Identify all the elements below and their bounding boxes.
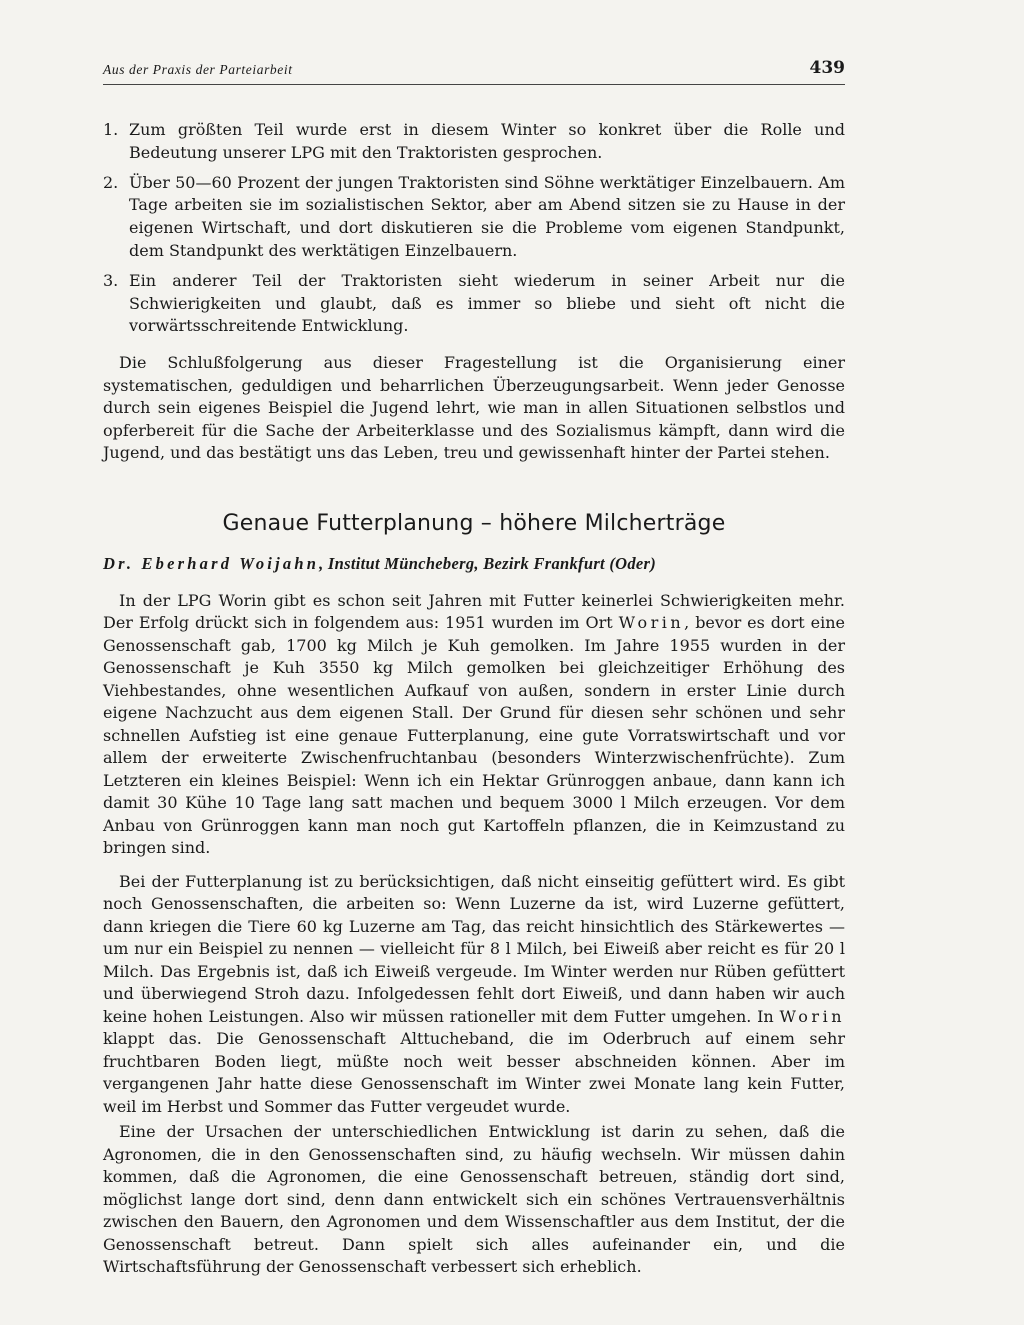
article-paragraph-2	[103, 871, 845, 1119]
article-paragraph-1	[103, 590, 845, 860]
article-title: Genaue Futterplanung – höhere Milcherträge	[222, 510, 726, 536]
page-number: 439	[809, 58, 845, 78]
running-title: Aus der Praxis der Parteiarbeit	[103, 62, 293, 77]
list-item	[103, 270, 845, 338]
list-item-text: Ein anderer Teil der Traktoristen sieht wiederum in seiner Arbeit nur die Schwierigkeiten und glaubt, daß es immer so bliebe und sieht oft nicht die vorwärtsschreitende Entwicklung.	[129, 270, 845, 336]
list-item-number: 2.	[103, 172, 119, 192]
paragraph-text: klappt das. Die Genossenschaft Alttucheband, die im Oderbruch auf einem sehr fruchtbaren Boden liegt, müßte noch weit besser abschneiden können. Aber im vergangenen Jahr hatte diese Genossenschaft im Winter zwei Monate lang kein Futter, weil im Herbst und Sommer das Futter vergeudet wurde.	[103, 1029, 845, 1116]
byline	[103, 554, 845, 574]
list-item-number: 3.	[103, 270, 119, 290]
intro-paragraph: Die Schlußfolgerung aus dieser Fragestellung ist die Organisierung einer systematischen, geduldigen und beharrlichen Überzeugungsarbeit. Wenn jeder Genosse durch sein eigenes Beispiel die Jugend lehrt, wie man in allen Situationen selbstlos und opferbereit für die Sache der Arbeiterklasse und des Sozialismus kämpft, dann wird die Jugend, und das bestätigt uns das Leben, treu und gewissenhaft hinter der Partei stehen.	[103, 353, 845, 463]
paragraph-text: , bevor es dort eine Genossenschaft gab, 1700 kg Milch je Kuh gemolken. Im Jahre 1955 wurden in der Genossenschaft je Kuh 3550 kg Milch gemolken bei gleichzeitiger Erhöhung des Viehbestandes, ohne wesentlichen Aufkauf von außen, sondern in erster Linie durch eigene Nachzucht aus dem eigenen Stall. Der Grund für diesen sehr schönen und sehr schnellen Aufstieg ist eine genaue Futterplanung, eine gute Vorratswirtschaft und vor allem der erweiterte Zwischenfruchtanbau (besonders Winterzwischenfrüchte). Zum Letzteren ein kleines Beispiel: Wenn ich ein Hektar Grünroggen anbaue, dann kann ich damit 30 Kühe 10 Tage lang satt machen und bequem 3000 l Milch erzeugen. Vor dem Anbau von Grünroggen kann man noch gut Kartoffeln pflanzen, die in Keimzustand zu bringen sind.	[103, 613, 846, 858]
author-name: Dr. Eberhard Woijahn	[103, 553, 320, 573]
list-item	[103, 119, 845, 165]
paragraph-text: In der LPG Worin gibt es schon seit Jahren mit Futter keinerlei Schwierigkeiten mehr. Der Erfolg drückt sich in folgendem aus: 1951 wurden im Ort	[103, 590, 845, 633]
place-name-spaced: Worin	[618, 613, 685, 633]
list-item-text: Zum größten Teil wurde erst in diesem Winter so konkret über die Rolle und Bedeutung unserer LPG mit den Traktoristen gesprochen.	[129, 120, 845, 162]
list-item	[103, 172, 845, 263]
running-header	[103, 58, 845, 85]
place-name-spaced: Worin	[779, 1006, 845, 1026]
author-affiliation: , Institut Müncheberg, Bezirk Frankfurt (Oder)	[319, 553, 657, 573]
numbered-list	[103, 119, 845, 338]
list-item-text: Über 50—60 Prozent der jungen Traktoristen sind Söhne werktätiger Einzelbauern. Am Tage arbeiten sie im sozialistischen Sektor, aber am Abend sitzen sie zu Hause in der eigenen Wirtschaft, und dort diskutieren sie die Probleme vom eigenen Standpunkt, dem Standpunkt des werktätigen Einzelbauern.	[129, 172, 845, 260]
book-page	[103, 58, 845, 1279]
list-item-number: 1.	[103, 120, 119, 139]
paragraph-text: Bei der Futterplanung ist zu berücksichtigen, daß nicht einseitig gefüttert wird. Es gibt noch Genossenschaften, die arbeiten so: Wenn Luzerne da ist, wird Luzerne gefüttert, dann kriegen die Tiere 60 kg Luzerne am Tag, das reicht hinsichtlich des Stärkewertes — um nur ein Beispiel zu nennen — vielleicht für 8 l Milch, bei Eiweiß aber reicht es für 20 l Milch. Das Ergebnis ist, daß ich Eiweiß vergeude. Im Winter werden nur Rüben gefüttert und überwiegend Stroh dazu. Infolgedessen fehlt dort Eiweiß, und dann haben wir auch keine hohen Leistungen. Also wir müssen rationeller mit dem Futter umgehen. In	[103, 871, 845, 1026]
article-paragraph-3: Eine der Ursachen der unterschiedlichen Entwicklung ist darin zu sehen, daß die Agronomen, die in den Genossenschaften sind, zu häufig wechseln. Wir müssen dahin kommen, daß die Agronomen, die eine Genossenschaft betreuen, ständig dort sind, möglichst lange dort sind, denn dann entwickelt sich ein schönes Vertrauensverhältnis zwischen den Bauern, den Agronomen und dem Wissenschaftler aus dem Institut, der die Genossenschaft betreut. Dann spielt sich alles aufeinander ein, und die Wirtschaftsführung der Genossenschaft verbessert sich erheblich.	[103, 1122, 845, 1277]
